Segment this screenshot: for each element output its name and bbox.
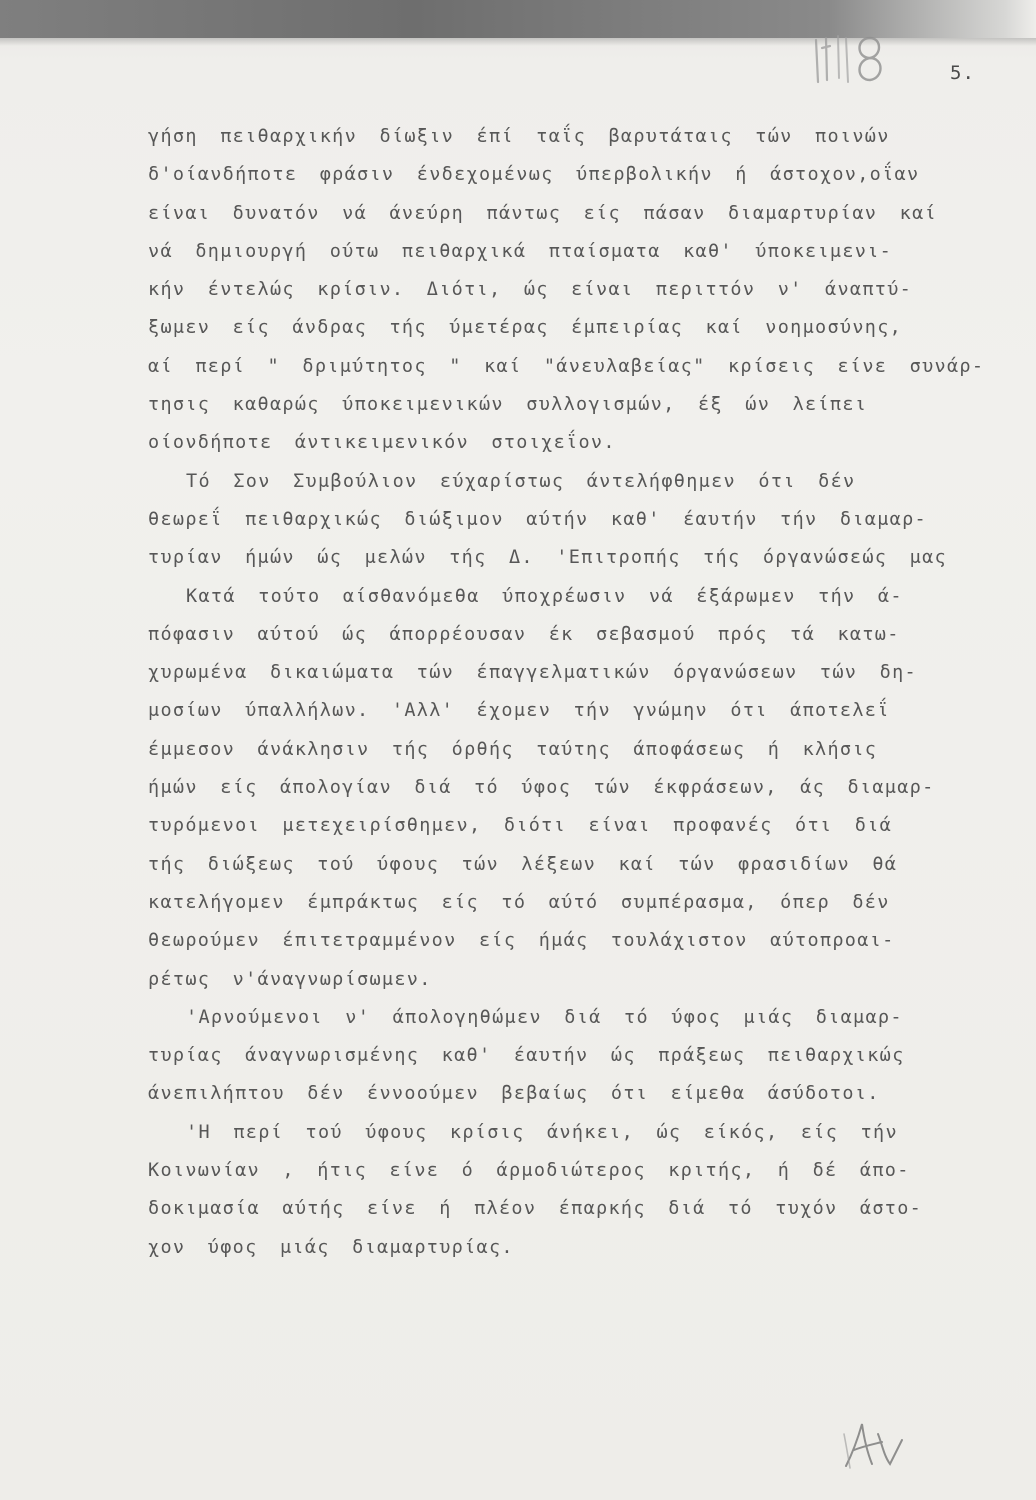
text-line: πόφασιν αύτού ώς άπορρέουσαν έκ σεβασμού πρός τά κατω-: [148, 623, 900, 645]
text-line: Κοινωνίαν , ήτις είνε ό άρμοδιώτερος κριτής, ή δέ άπο-: [148, 1160, 910, 1182]
text-line: ξωμεν είς άνδρας τής ύμετέρας έμπειρίας καί νοημοσύνης,: [148, 317, 903, 339]
text-line: είναι δυνατόν νά άνεύρη πάντως είς πάσαν διαμαρτυρίαν καί: [148, 202, 937, 224]
text-line: χυρωμένα δικαιώματα τών έπαγγελματικών όργανώσεων τών δη-: [148, 662, 917, 684]
text-line: 'Αρνούμενοι ν' άπολογηθώμεν διά τό ύφος μιάς διαμαρ-: [186, 1006, 903, 1028]
text-line: άνεπιλήπτου δέν έννοούμεν βεβαίως ότι είμεθα άσύδοτοι.: [148, 1083, 880, 1105]
text-line: νά δημιουργή ούτω πειθαρχικά πταίσματα καθ' ύποκειμενι-: [148, 240, 893, 262]
text-line: ρέτως ν'άναγνωρίσωμεν.: [148, 968, 432, 990]
letter-body-text: [148, 118, 1018, 1267]
text-line: ήμών είς άπολογίαν διά τό ύφος τών έκφράσεων, άς διαμαρ-: [148, 777, 935, 799]
text-line: κατελήγομεν έμπράκτως είς τό αύτό συμπέρασμα, όπερ δέν: [148, 891, 890, 913]
text-line: τυρίας άναγνωρισμένης καθ' έαυτήν ώς πράξεως πειθαρχικώς: [148, 1045, 905, 1067]
text-line: γήση πειθαρχικήν δίωξιν έπί ταΐς βαρυτάταις τών ποινών: [148, 126, 890, 147]
text-line: δοκιμασία αύτής είνε ή πλέον έπαρκής διά τό τυχόν άστο-: [148, 1198, 923, 1220]
text-line: έμμεσον άνάκλησιν τής όρθής ταύτης άποφάσεως ή κλήσις: [148, 738, 878, 760]
page-number: 5.: [950, 62, 975, 84]
text-line: δ'οίανδήποτε φράσιν ένδεχομένως ύπερβολικήν ή άστοχον,οΐαν: [148, 164, 920, 186]
handwritten-initials-signature: [838, 1404, 908, 1474]
text-line: οίονδήποτε άντικειμενικόν στοιχεΐον.: [148, 432, 616, 454]
text-line: κήν έντελώς κρίσιν. Διότι, ώς είναι περιττόν ν' άναπτύ-: [148, 279, 913, 301]
text-line: αί περί " δριμύτητος " καί "άνευλαβείας" κρίσεις είνε συνάρ-: [148, 355, 985, 377]
text-line: τυρίαν ήμών ώς μελών τής Δ. 'Επιτροπής τής όργανώσεώς μας: [148, 547, 947, 569]
text-line: τησις καθαρώς ύποκειμενικών συλλογισμών, έξ ών λείπει: [148, 394, 868, 416]
text-line: μοσίων ύπαλλήλων. 'Αλλ' έχομεν τήν γνώμην ότι άποτελεΐ: [148, 700, 890, 722]
handwritten-folio-number: [808, 30, 892, 90]
text-line: 'Η περί τού ύφους κρίσις άνήκει, ώς είκός, είς τήν: [186, 1121, 898, 1143]
text-line: Κατά τούτο αίσθανόμεθα ύποχρέωσιν νά έξάρωμεν τήν ά-: [186, 585, 903, 607]
text-line: θεωρούμεν έπιτετραμμένον είς ήμάς τουλάχιστον αύτοπροαι-: [148, 930, 895, 952]
text-line: χον ύφος μιάς διαμαρτυρίας.: [148, 1236, 514, 1258]
text-line: τής διώξεως τού ύφους τών λέξεων καί τών φρασιδίων θά: [148, 853, 898, 875]
text-line: Τό Σον Συμβούλιον εύχαρίστως άντελήφθημεν ότι δέν: [186, 470, 856, 492]
text-line: τυρόμενοι μετεχειρίσθημεν, διότι είναι προφανές ότι διά: [148, 815, 893, 837]
text-line: θεωρεΐ πειθαρχικώς διώξιμον αύτήν καθ' έαυτήν τήν διαμαρ-: [148, 508, 927, 530]
